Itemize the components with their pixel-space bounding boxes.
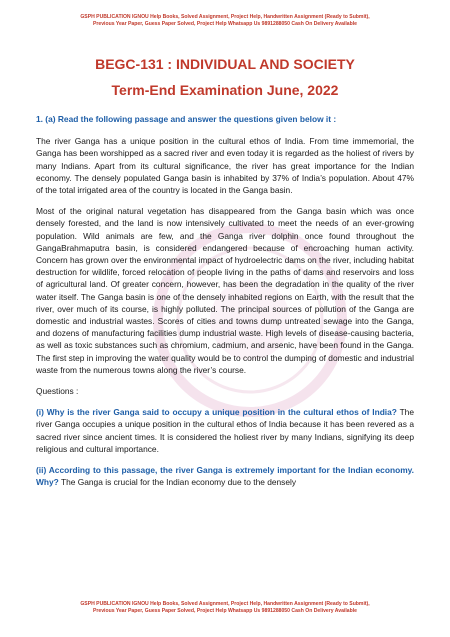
footer-line-1: GSPH PUBLICATION IGNOU Help Books, Solved Assignment, Project Help, Handwritten Assignment (Ready to Submit), [80, 601, 370, 607]
footer-line-2: Previous Year Paper, Guess Paper Solved, Project Help Whatsapp Us 9891288050 Cash On Delivery Available [93, 608, 357, 614]
header-line-2: Previous Year Paper, Guess Paper Solved, Project Help Whatsapp Us 9891288050 Cash On Delivery Available [93, 21, 357, 27]
questions-label: Questions : [36, 386, 79, 397]
page-footer [18, 601, 432, 615]
answer-1: The river Ganga occupies a unique position in the cultural ethos of India because it has been revered as a sacred river since ancient times. It is considered the holiest river by many Indians, signifying its deep religious and cultural importance. [36, 407, 414, 454]
question-1: (i) Why is the river Ganga said to occupy a unique position in the cultural ethos of India? [36, 407, 397, 418]
qa-item-2 [36, 464, 414, 488]
question-2: (ii) According to this passage, the river Ganga is extremely important for the Indian economy. Why? [36, 465, 414, 488]
document-body [36, 113, 414, 497]
qa-item-1 [36, 406, 414, 455]
passage-paragraph-1: The river Ganga has a unique position in the cultural ethos of India. From time immemorial, the Ganga has been worshipped as a sacred river and even today it is regarded as the holiest of rivers by many Indians. Apart from its cultural significance, the river has great importance for the Indian economy. The densely populated Ganga basin is inhabited by 37% of India’s population. About 47% of the total irrigated area of the country is located in the Ganga basin. [36, 136, 414, 196]
paper-title: BEGC-131 : INDIVIDUAL AND SOCIETY [95, 56, 355, 72]
header-line-1: GSPH PUBLICATION IGNOU Help Books, Solved Assignment, Project Help, Handwritten Assignment (Ready to Submit), [80, 14, 370, 20]
answer-2: The Ganga is crucial for the Indian economy due to the densely [58, 477, 297, 488]
exam-subtitle: Term-End Examination June, 2022 [111, 82, 339, 98]
question-heading: 1. (a) Read the following passage and answer the questions given below it : [36, 114, 337, 124]
passage-paragraph-2: Most of the original natural vegetation has disappeared from the Ganga basin which was once densely forested, and the land is now intensively cultivated to meet the needs of an ever-growing population. Wild animals are few, and the Ganga river dolphin once found throughout the GangaBrahmaputra basin, is considered endangered because of encroaching human activity. Concern has grown over the environmental impact of hydroelectric dams on the river, including habitat destruction for wildlife, forced relocation of people living in the paths of dams and reservoirs and loss of agricultural land. Of greater concern, however, has been the degradation in the quality of the river water itself. The Ganga basin is one of the densely inhabited regions on Earth, with the result that the river, over much of its course, is highly polluted. The principal sources of pollution of the Ganga are domestic and industrial wastes. Scores of cities and towns dump untreated sewage into the Ganga, and dozens of manufacturing facilities dump industrial waste. High levels of disease-causing bacteria, as well as toxic substances such as chromium, cadmium, and arsenic, have been found in the Ganga. The first step in improving the water quality would be to control the dumping of domestic and industrial waste from the numerous towns along the river’s course. [36, 206, 415, 375]
page-header [18, 14, 432, 28]
